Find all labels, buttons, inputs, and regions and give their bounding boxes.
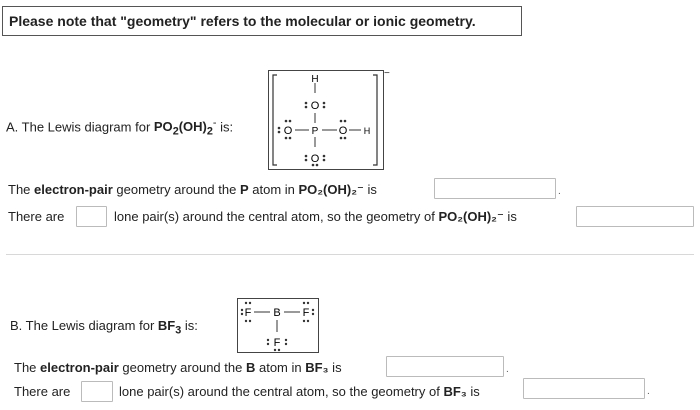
part-b-lewis-svg: [238, 299, 318, 352]
part-a-q1-is: is: [363, 182, 377, 197]
section-divider: [6, 254, 694, 255]
part-b-q1-bold: electron-pair: [40, 360, 119, 375]
part-a-formula-charge: -: [212, 117, 217, 129]
part-b-lewis-diagram: [237, 298, 319, 353]
part-b-formula-sub: 3: [175, 324, 182, 337]
part-a-lewis-label: [6, 117, 233, 138]
part-a-q1-after: atom in: [248, 182, 299, 197]
part-b-q2-dot: .: [647, 386, 650, 397]
part-b-molecular-geometry-input[interactable]: [523, 378, 645, 399]
atom-o-bottom: O: [310, 153, 320, 165]
part-a-q1-prefix: The: [8, 182, 35, 197]
part-b-q2-formula: BF₃: [443, 384, 467, 399]
part-a-q2-mid: lone pair(s) around the central atom, so the geometry of: [114, 209, 439, 224]
part-b-q2-is: is: [466, 384, 480, 399]
part-b-lone-pairs-input[interactable]: [81, 381, 113, 402]
part-b-q1-formula: BF₃: [305, 360, 329, 375]
part-a-formula-main: PO: [153, 119, 173, 135]
part-a-q2-is: is: [503, 209, 517, 224]
part-a-question-1: [8, 182, 377, 198]
part-a-lone-pairs-input[interactable]: [76, 206, 107, 227]
part-a-formula-sub1: 2: [172, 125, 179, 138]
part-a-q2-formula: PO₂(OH)₂⁻: [438, 209, 504, 224]
atom-f-left: F: [244, 307, 252, 319]
part-a-lewis-suffix: is:: [216, 119, 234, 135]
atom-h-top: H: [311, 74, 319, 85]
part-b-q1-mid: geometry around the: [118, 360, 246, 375]
part-a-molecular-geometry-input[interactable]: [576, 206, 694, 227]
part-a-formula-mid: (OH): [178, 119, 207, 135]
part-b-q1-dot: .: [506, 364, 509, 375]
atom-o-top: O: [310, 100, 320, 112]
part-b-lewis-prefix: B. The Lewis diagram for: [10, 318, 158, 333]
part-b-q1-after: atom in: [255, 360, 306, 375]
part-a-q1-atom: P: [239, 182, 249, 197]
atom-o-left: O: [283, 125, 293, 137]
atom-p-central: P: [311, 126, 319, 137]
part-a-electron-pair-geometry-input[interactable]: [434, 178, 556, 199]
part-a-q1-mid: geometry around the: [112, 182, 240, 197]
part-b-question-2: [119, 384, 480, 399]
part-b-lewis-suffix: is:: [181, 318, 198, 333]
part-a-question-2: [114, 209, 517, 225]
part-b-lewis-label: [10, 318, 198, 337]
geometry-notice: Please note that "geometry" refers to the molecular or ionic geometry.: [2, 6, 522, 36]
atom-f-right: F: [302, 307, 310, 319]
atom-b-central: B: [273, 307, 281, 319]
part-b-q2-mid: lone pair(s) around the central atom, so the geometry of: [119, 384, 444, 399]
part-a-formula-sub2: 2: [206, 125, 213, 138]
part-b-q2-prefix: There are: [14, 384, 71, 399]
part-b-electron-pair-geometry-input[interactable]: [386, 356, 504, 377]
part-a-ion-charge: −: [384, 68, 390, 79]
part-a-q1-dot: .: [558, 186, 561, 197]
part-b-formula-main: BF: [157, 318, 176, 333]
part-a-lewis-svg: [269, 71, 383, 169]
atom-f-bottom: F: [273, 337, 281, 349]
part-b-q1-atom: B: [245, 360, 256, 375]
part-a-q2-prefix: There are: [8, 209, 65, 224]
atom-h-right: H: [363, 126, 371, 136]
part-a-lewis-diagram: [268, 70, 384, 170]
atom-o-right: O: [338, 125, 348, 137]
part-a-lewis-prefix: A. The Lewis diagram for: [6, 119, 154, 135]
part-a-q1-bold: electron-pair: [34, 182, 113, 197]
part-a-q1-formula: PO₂(OH)₂⁻: [298, 182, 364, 197]
part-b-question-1: [14, 360, 342, 375]
part-b-q1-is: is: [328, 360, 342, 375]
part-b-q1-prefix: The: [14, 360, 41, 375]
